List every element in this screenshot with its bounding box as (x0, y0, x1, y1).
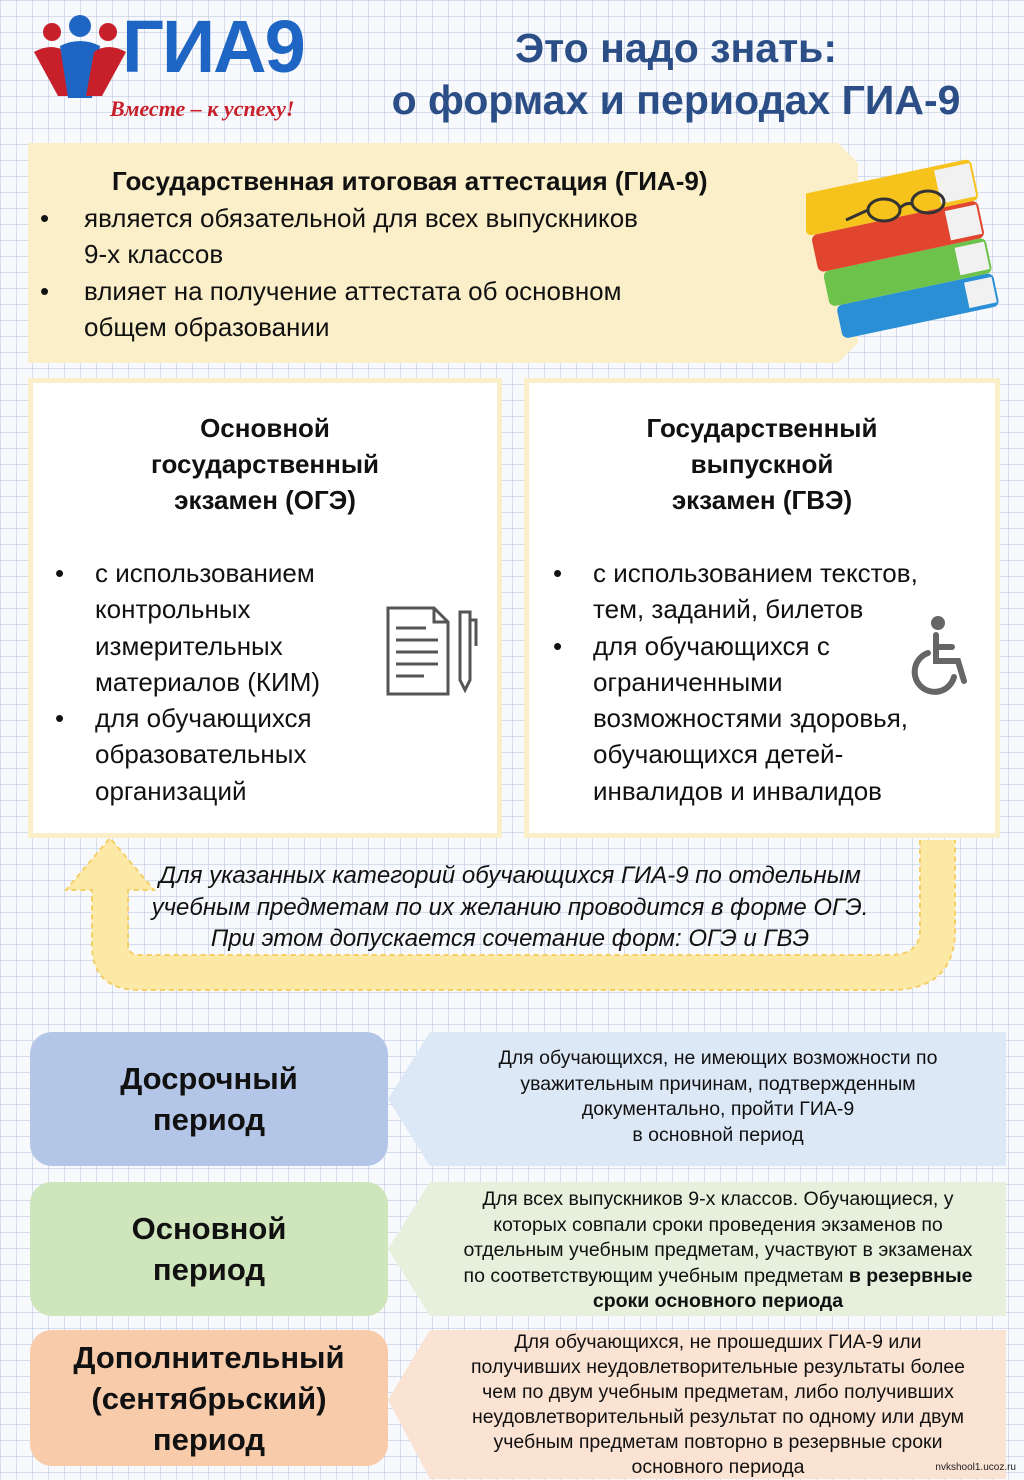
period-main: Основной период (30, 1182, 388, 1316)
document-pen-icon (384, 606, 484, 696)
page-title-line2: о формах и периодах ГИА-9 (391, 77, 961, 123)
gve-bullet-1: • с использованием текстов, тем, заданий, билетов (553, 558, 918, 625)
page-title-line1: Это надо знать: (514, 25, 838, 71)
page-title (356, 22, 996, 126)
footer-site: nvkshool1.ucoz.ru (935, 1462, 1016, 1473)
intro-heading: Государственная итоговая аттестация (ГИА-9) (112, 166, 708, 196)
intro-bullet-1: • является обязательной для всех выпускников 9-х классов (40, 203, 638, 269)
oge-title: Основной государственный экзамен (ОГЭ) (150, 413, 380, 515)
intro-bullet-2: • влияет на получение аттестата об основном общем образовании (40, 276, 622, 342)
oge-bullet-1: • с использованием контрольных измерительных материалов (КИМ) (55, 558, 321, 697)
period-early-description: Для обучающихся, не имеющих возможности по уважительным причинам, подтвержденным документально, пройти ГИА-9 в основной период (498, 1047, 938, 1146)
books-icon (806, 150, 1006, 355)
logo-text: ГИА9 (122, 5, 304, 88)
period-additional: Дополнительный (сентябрьский) период (30, 1330, 388, 1466)
wheelchair-icon (900, 615, 972, 699)
oge-bullet-2: • для обучающихся образовательных организаций (55, 703, 312, 806)
logo (30, 5, 330, 125)
oge-bullets (55, 555, 321, 809)
logo-people-icon (30, 12, 130, 102)
gve-bullet-2: • для обучающихся с ограниченными возможностями здоровья, обучающихся детей- инвалидов и инвалидов (553, 630, 909, 806)
combination-note: Для указанных категорий обучающихся ГИА-9 по отдельным учебным предметам по их желанию проводится в форме ОГЭ. При этом допускается сочетание форм: ОГЭ и ГВЭ (151, 862, 869, 952)
period-main-description: Для всех выпускников 9-х классов. Обучающиеся, у которых совпали сроки проведения экзаменов по отдельным учебным предметам, участвуют в экзаменах по соответствующим учебным предметам в резервные сроки основного периода (463, 1188, 973, 1312)
period-additional-description: Для обучающихся, не прошедших ГИА-9 или получивших неудовлетворительные результаты более чем по двум учебным предметам, либо получивших неудовлетворительный результат по одному или двум учебным предметам повторно в резервные сроки основного периода (470, 1331, 966, 1478)
gve-bullets (553, 555, 918, 809)
logo-slogan: Вместе – к успеху! (110, 96, 295, 121)
period-early: Досрочный период (30, 1032, 388, 1166)
gve-title: Государственный выпускной экзамен (ГВЭ) (646, 413, 878, 515)
